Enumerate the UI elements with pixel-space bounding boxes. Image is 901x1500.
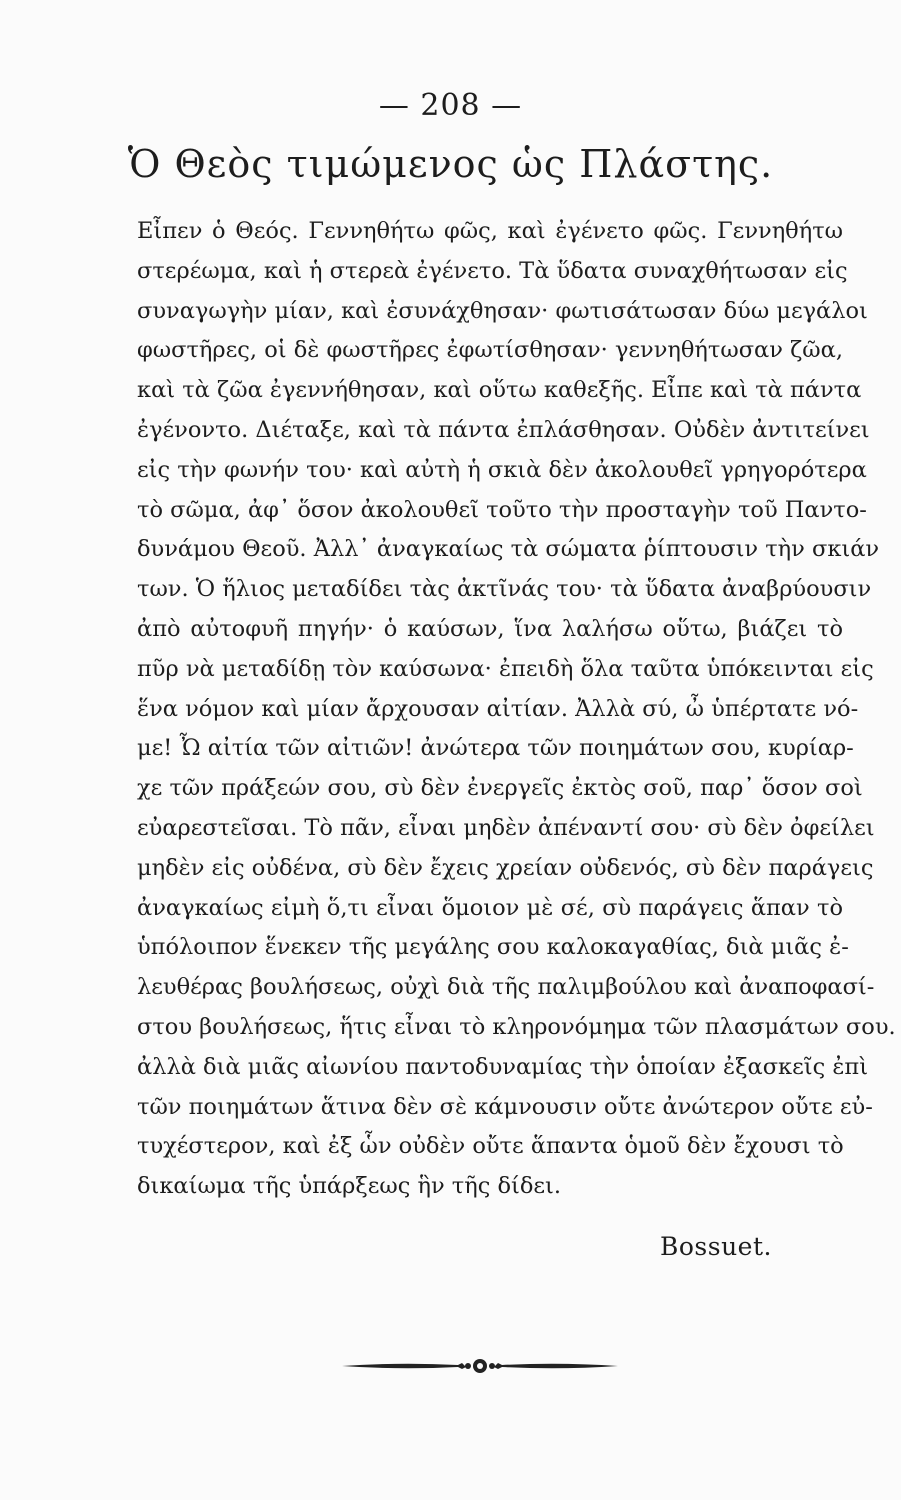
text-line: ἀλλὰ διὰ μιᾶς αἰωνίου παντοδυναμίας τὴν ὁποίαν ἐξασκεῖς ἐπὶ [137, 1053, 869, 1080]
text-line: ὑπόλοιπον ἕνεκεν τῆς μεγάλης σου καλοκαγαθίας, διὰ μιᾶς ἐ- [137, 934, 849, 961]
text-line: συναγωγὴν μίαν, καὶ ἐσυνάχθησαν· φωτισάτωσαν δύω μεγάλοι [137, 297, 868, 324]
text-line: πῦρ νὰ μεταδίδῃ τὸν καύσωνα· ἐπειδὴ ὅλα ταῦτα ὑπόκεινται εἰς [137, 655, 874, 682]
text-line: ἀναγκαίως εἰμὴ ὅ,τι εἶναι ὅμοιον μὲ σέ, σὺ παράγεις ἅπαν τὸ [137, 894, 843, 921]
text-line: εὐαρεστεῖσαι. Τὸ πᾶν, εἶναι μηδὲν ἀπέναντί σου· σὺ δὲν ὀφείλει [137, 814, 875, 841]
text-line: τὸ σῶμα, ἀφ᾽ ὅσον ἀκολουθεῖ τοῦτο τὴν προσταγὴν τοῦ Παντο- [137, 496, 867, 523]
text-line: δικαίωμα τῆς ὑπάρξεως ἣν τῆς δίδει. [137, 1173, 562, 1200]
text-line: ἐγένοντο. Διέταξε, καὶ τὰ πάντα ἐπλάσθησαν. Οὐδὲν ἀντιτείνει [137, 416, 870, 443]
page-title: Ὁ Θεὸς τιμώμενος ὡς Πλάστης. [127, 142, 774, 186]
text-line: στερέωμα, καὶ ἡ στερεὰ ἐγένετο. Τὰ ὕδατα συναχθήτωσαν εἰς [137, 257, 848, 284]
ornament-left-flourish [342, 1363, 466, 1369]
text-line: καὶ τὰ ζῶα ἐγεννήθησαν, καὶ οὕτω καθεξῆς. Εἶπε καὶ τὰ πάντα [137, 377, 862, 404]
text-line: εἰς τὴν φωνήν του· καὶ αὐτὴ ἡ σκιὰ δὲν ἀκολουθεῖ γρηγορότερα [137, 456, 867, 483]
text-line: λευθέρας βουλήσεως, οὐχὶ διὰ τῆς παλιμβούλου καὶ ἀναποφασί- [137, 974, 875, 1001]
text-line: ἕνα νόμον καὶ μίαν ἄρχουσαν αἰτίαν. Ἀλλὰ σύ, ὦ ὑπέρτατε νό- [137, 695, 859, 722]
ornament-divider [340, 1352, 620, 1380]
text-line: στου βουλήσεως, ἥτις εἶναι τὸ κληρονόμημα τῶν πλασμάτων σου. [137, 1013, 896, 1040]
body-text [137, 212, 896, 1207]
text-line: μηδὲν εἰς οὐδένα, σὺ δὲν ἔχεις χρείαν οὐδενός, σὺ δὲν παράγεις [137, 854, 874, 881]
text-line: δυνάμου Θεοῦ. Ἀλλ᾽ ἀναγκαίως τὰ σώματα ῥίπτουσιν τὴν σκιάν [137, 536, 880, 563]
text-line: τυχέστερον, καὶ ἐξ ὧν οὐδὲν οὔτε ἅπαντα ὁμοῦ δὲν ἔχουσι τὸ [137, 1133, 844, 1160]
ornament-right-flourish [494, 1363, 618, 1369]
text-line: χε τῶν πράξεών σου, σὺ δὲν ἐνεργεῖς ἐκτὸς σοῦ, παρ᾽ ὅσον σοὶ [137, 775, 863, 802]
text-line: ἀπὸ αὐτοφυῆ πηγήν· ὁ καύσων, ἵνα λαλήσω οὕτω, βιάζει τὸ [137, 615, 843, 642]
text-line: φωστῆρες, οἱ δὲ φωστῆρες ἐφωτίσθησαν· γεννηθήτωσαν ζῶα, [137, 337, 843, 364]
page-number: — 208 — [378, 88, 523, 123]
text-line: Εἶπεν ὁ Θεός. Γεννηθήτω φῶς, καὶ ἐγένετο φῶς. Γεννηθήτω [137, 218, 843, 244]
author-signature: Bossuet. [660, 1232, 772, 1261]
text-line: με! Ὦ αἰτία τῶν αἰτιῶν! ἀνώτερα τῶν ποιημάτων σου, κυρίαρ- [137, 735, 854, 762]
text-line: τῶν ποιημάτων ἅτινα δὲν σὲ κάμνουσιν οὔτε ἀνώτερον οὔτε εὐ- [137, 1093, 873, 1120]
text-line: των. Ὁ ἥλιος μεταδίδει τὰς ἀκτῖνάς του· τὰ ὕδατα ἀναβρύουσιν [137, 576, 872, 603]
